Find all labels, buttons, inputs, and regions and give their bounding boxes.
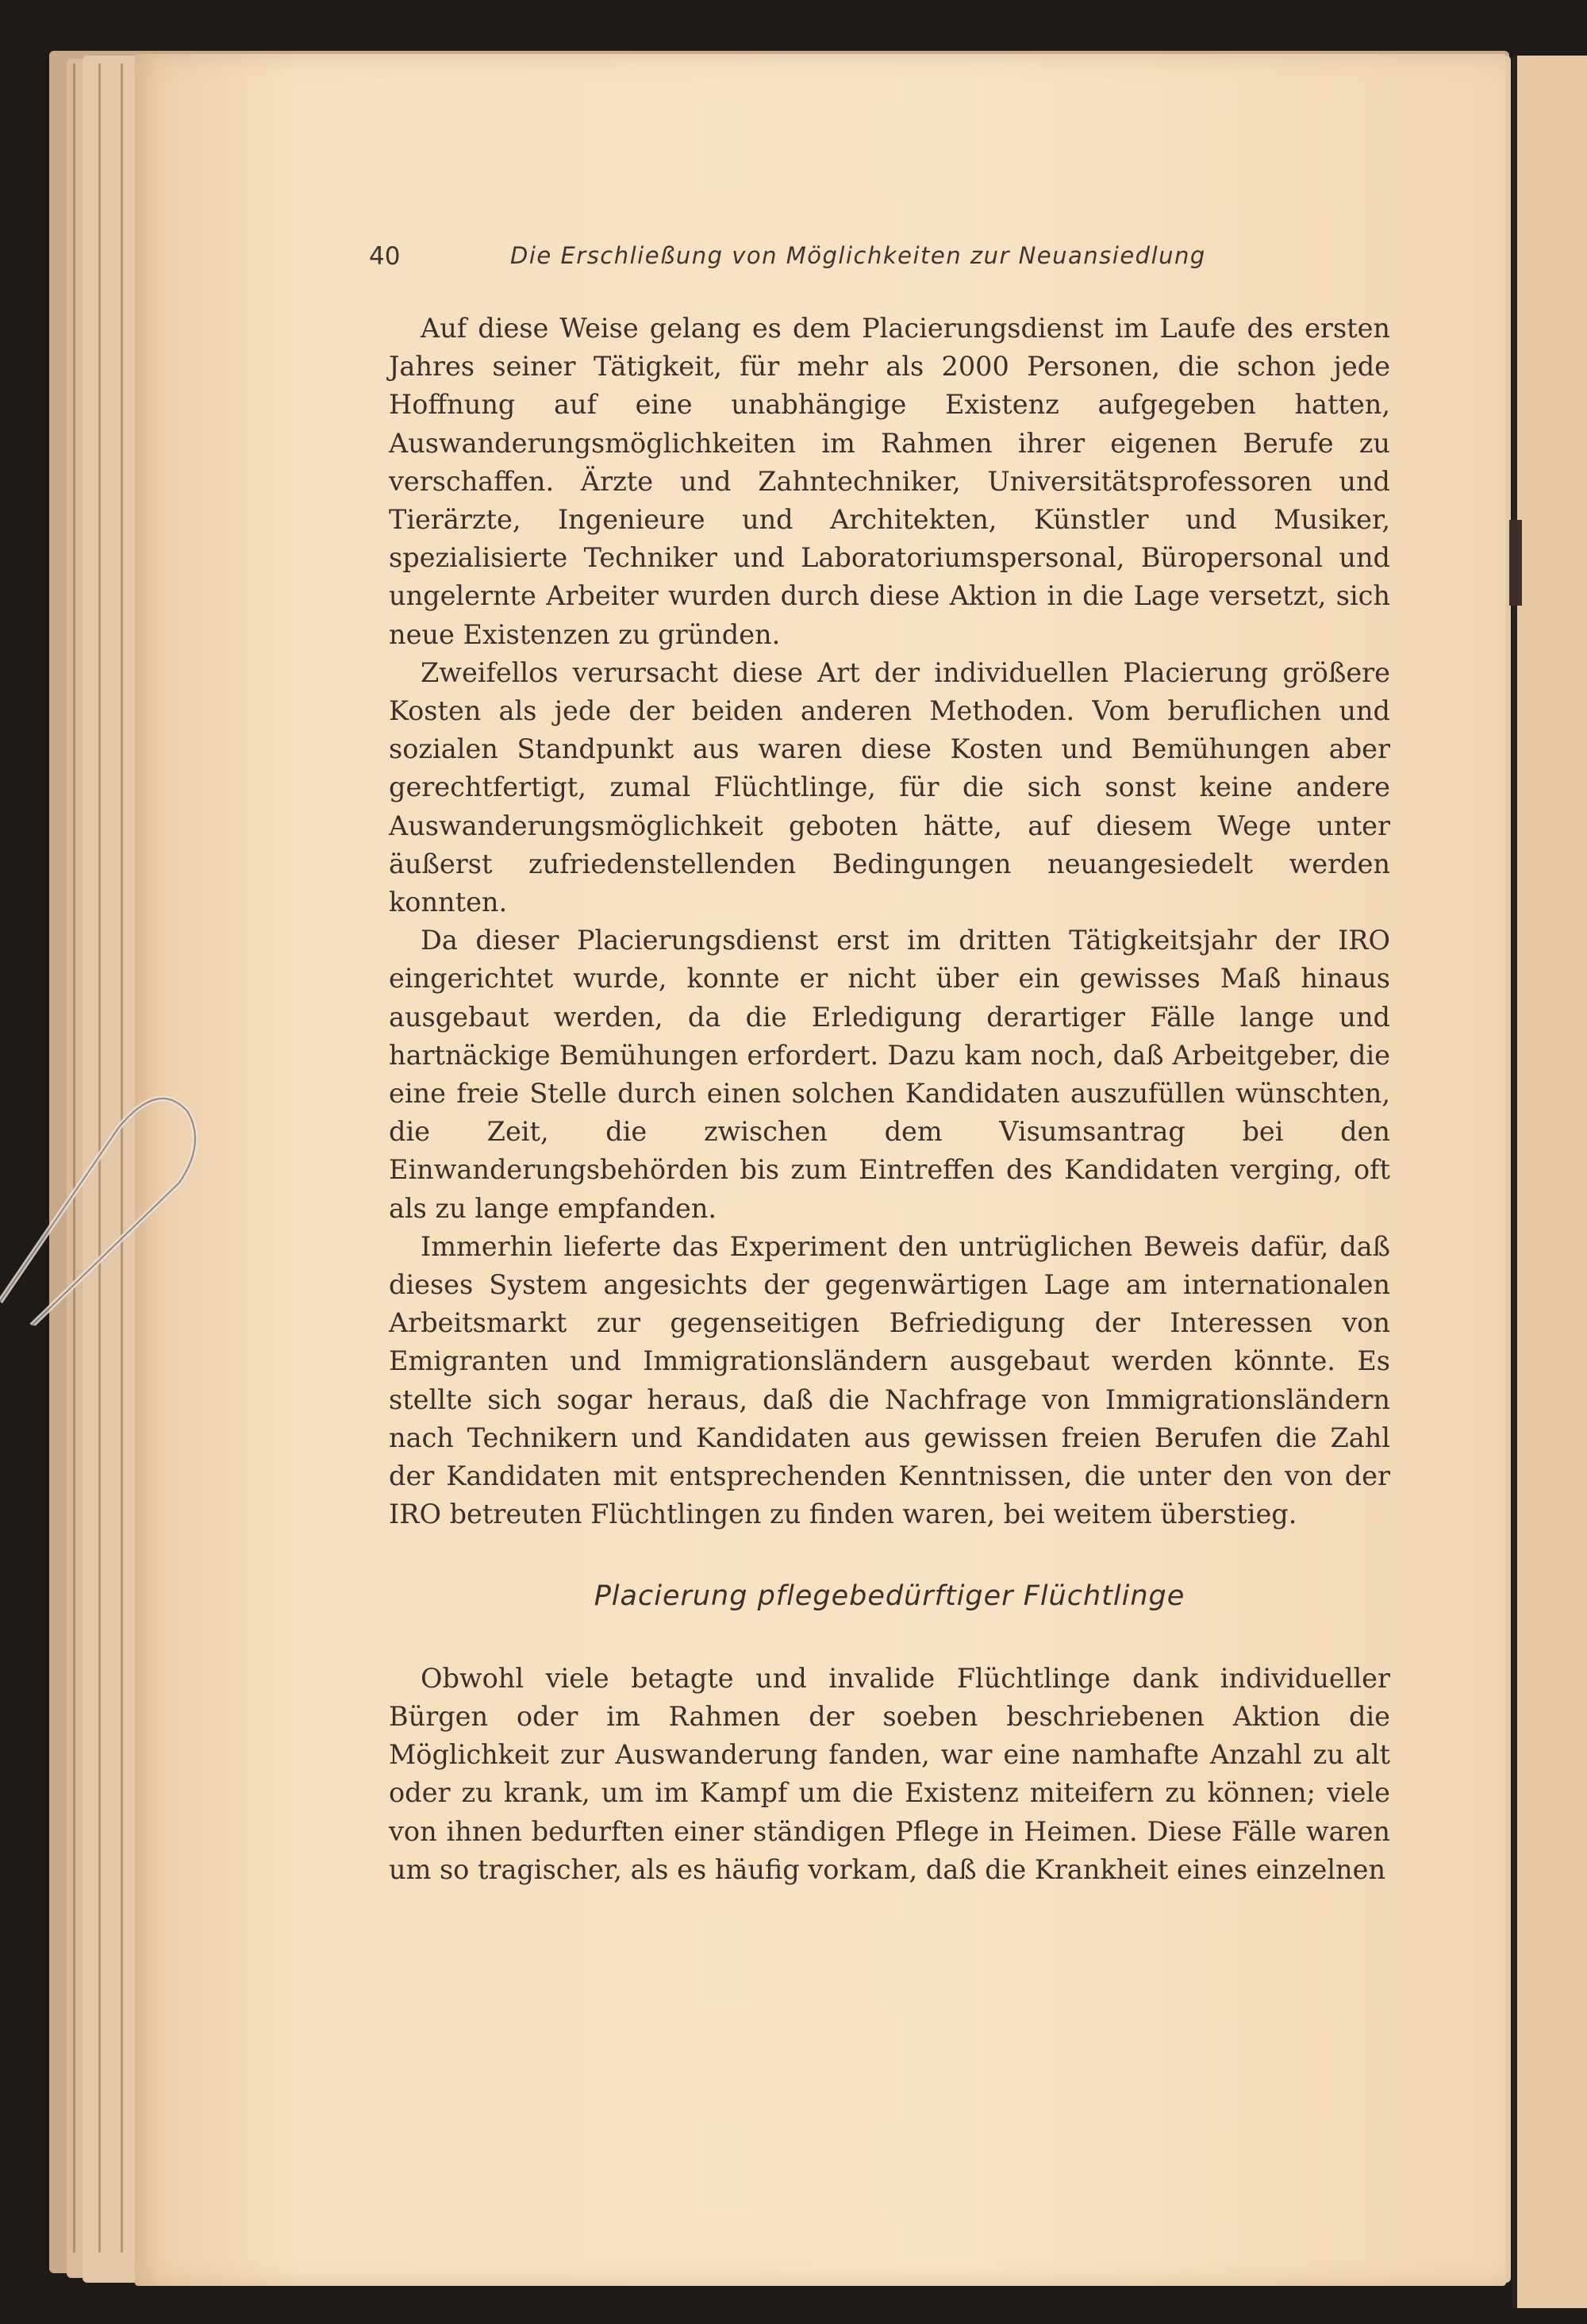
section-heading: Placierung pflegebedürftiger Flüchtlinge (594, 1579, 1185, 1612)
paragraph: Auf diese Weise gelang es dem Placierungsdienst im Laufe des ersten Jahres seiner Tätigkeit, für mehr als 2000 Personen, die schon jede Hoffnung auf eine unabhängige Existenz aufgegeben hatten, Auswanderungsmöglichkeiten im Rahmen ihrer eigenen Berufe zu verschaffen. Ärzte und Zahntechniker, Universitätsprofessoren und Tierärzte, Ingenieure und Architekten, Künstler und Musiker, spezialisierte Techniker und Laboratoriumspersonal, Büropersonal und ungelernte Arbeiter wurden durch diese Aktion in die Lage versetzt, sich neue Existenzen zu gründen. (389, 313, 1390, 650)
paragraph: Zweifellos verursacht diese Art der individuellen Placierung größere Kosten als jede der beiden anderen Methoden. Vom beruflichen und sozialen Standpunkt aus waren diese Kosten und Bemühungen aber gerechtfertigt, zumal Flüchtlinge, für die sich sonst keine andere Auswanderungsmöglichkeit geboten hätte, auf diesem Wege unter äußerst zufriedenstellenden Bedingungen neuangesiedelt werden konnten. (389, 656, 1390, 918)
paragraph: Obwohl viele betagte und invalide Flüchtlinge dank individueller Bürgen oder im Rahmen der soeben beschriebenen Aktion die Möglichkeit zur Auswanderung fanden, war eine namhafte Anzahl zu alt oder zu krank, um im Kampf um die Existenz miteifern zu können; viele von ihnen bedurften einer ständigen Pflege in Heimen. Diese Fälle waren um so tragischer, als es häufig vorkam, daß die Krankheit eines einzelnen (389, 1662, 1390, 1885)
page-number: 40 (369, 242, 401, 271)
paragraph: Da dieser Placierungsdienst erst im dritten Tätigkeitsjahr der IRO eingerichtet wurde, konnte er nicht über ein gewisses Maß hinaus ausgebaut werden, da die Erledigung derartiger Fälle lange und hartnäckige Bemühungen erfordert. Dazu kam noch, daß Arbeitgeber, die eine freie Stelle durch einen solchen Kandidaten auszufüllen wünschten, die Zeit, die zwischen dem Visumsantrag bei den Einwanderungsbehörden bis zum Eintreffen des Kandidaten verging, oft als zu lange empfanden. (389, 925, 1390, 1224)
page-tab-marker (1509, 520, 1522, 606)
paragraph: Immerhin lieferte das Experiment den untrüglichen Beweis dafür, daß dieses System angesichts der gegenwärtigen Lage am internationalen Arbeitsmarkt zur gegenseitigen Befriedigung der Interessen von Emigranten und Immigrationsländern ausgebaut werden könnte. Es stellte sich sogar heraus, daß die Nachfrage von Immigrationsländern nach Technikern und Kandidaten aus gewissen freien Berufen die Zahl der Kandidaten mit entsprechenden Kenntnissen, die unter den von der IRO betreuten Flüchtlingen zu finden waren, bei weitem überstieg. (389, 1230, 1390, 1530)
adjacent-page (1512, 56, 1587, 2308)
running-head: Die Erschließung von Möglichkeiten zur Neuansiedlung (510, 242, 1206, 269)
paperclip-icon (0, 1064, 198, 1326)
body-text (389, 310, 1390, 1889)
